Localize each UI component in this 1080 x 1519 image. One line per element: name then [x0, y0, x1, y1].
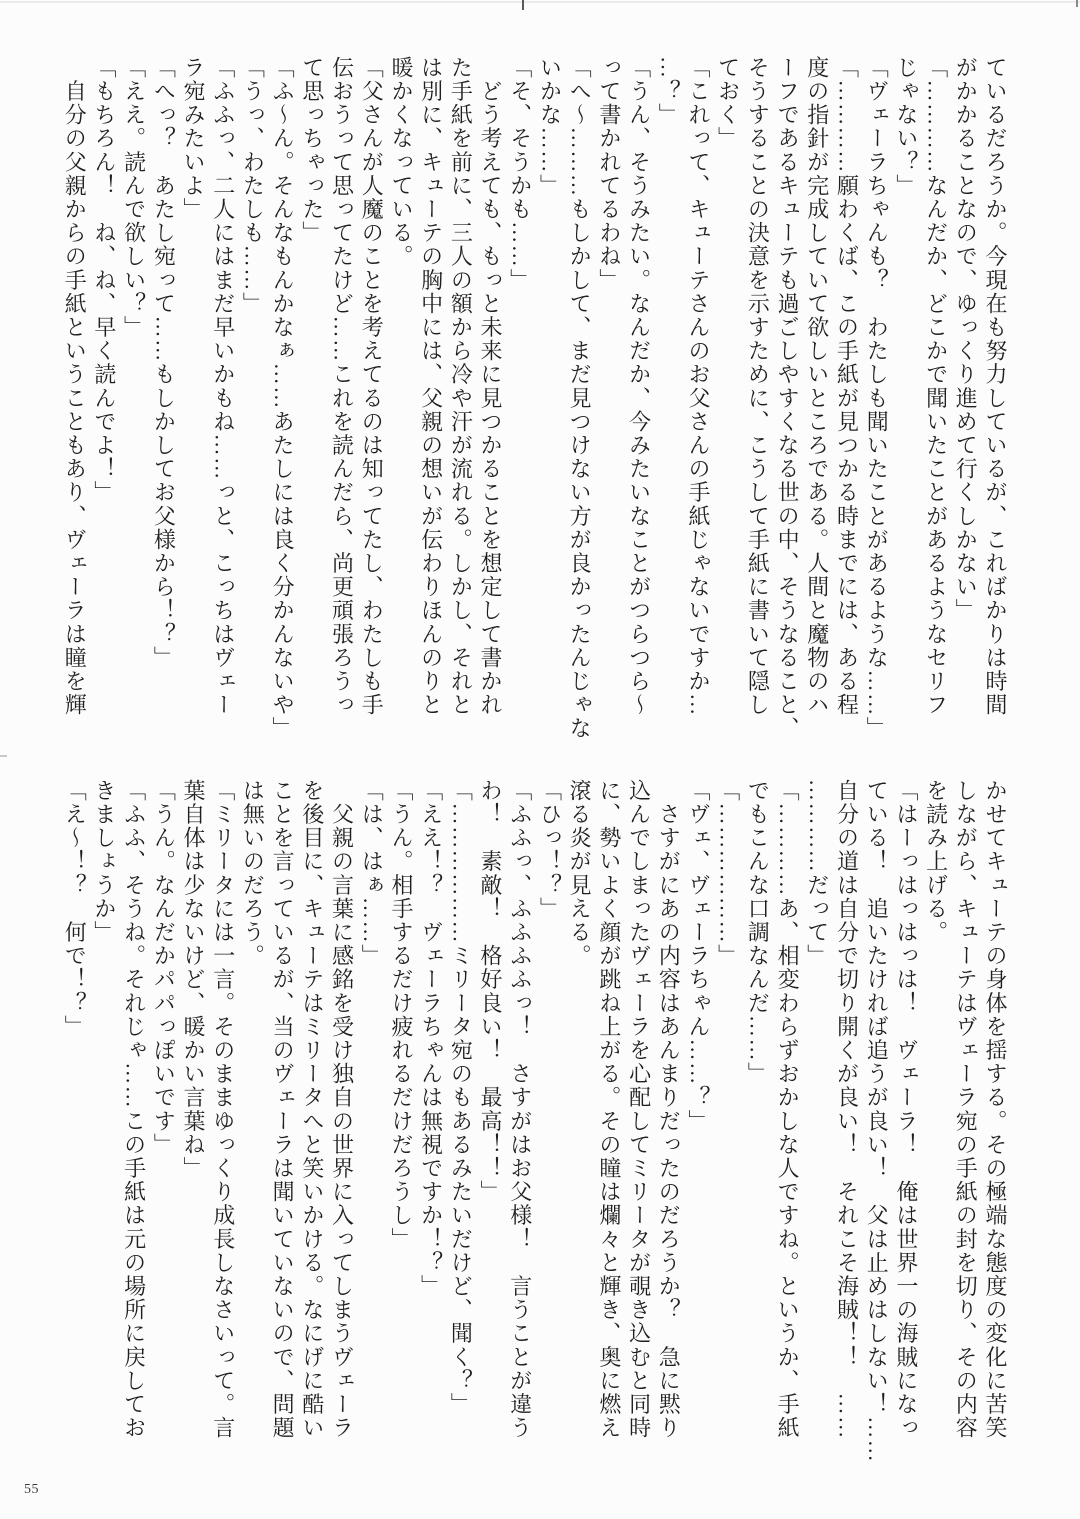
text-line: 「へっ？ あたし宛って……もしかしてお父様から！？」 — [151, 56, 177, 670]
text-line: 「ふふっ、二人にはまだ早いかもね……っと、こっちはヴェー — [210, 56, 236, 717]
scan-crop-mark-right — [1076, 0, 1078, 7]
text-line: 「…………願わくば、この手紙が見つかる時までには、ある程 — [834, 56, 860, 717]
text-line: 「ええ！？ ヴェーラちゃんは無視ですか！？」 — [418, 779, 444, 1299]
scan-edge-artifact — [0, 1, 1080, 3]
text-line: じゃない？」 — [893, 56, 919, 198]
text-line: 「ふふっ、ふふふふっ！ さすがはお父様！ 言うことが違う — [507, 779, 533, 1440]
scan-crop-mark-center — [522, 0, 524, 10]
text-line: 「は、はぁ……」 — [359, 779, 385, 968]
text-line: 父親の言葉に感銘を受け独自の世界に入ってしまうヴェーラ — [329, 779, 355, 1440]
text-line: ーフであるキューテも過ごしやすくなる世の中、そうなること、 — [775, 56, 801, 741]
text-line: 込んでしまったヴェーラを心配してミリータが覗き込むと同時 — [626, 779, 652, 1440]
text-line: でもこんな口調なんだ……」 — [745, 779, 771, 1086]
text-line: 「はーっはっはっは！ ヴェーラ！ 俺は世界一の海賊になっ — [893, 779, 919, 1440]
text-line: 度の指針が完成していて欲しいところである。人間と魔物のハ — [804, 56, 830, 717]
text-line: 「ふ〜ん。そんなもんかなぁ……あたしには良く分かんないや」 — [270, 56, 296, 741]
text-line: 「ミリータには一言。そのままゆっくり成長しなさいって。言 — [210, 779, 236, 1440]
page-number: 55 — [24, 1482, 39, 1497]
text-line: きましょうか」 — [91, 779, 117, 945]
text-line: がかかることなので、ゆっくり進めて行くしかない」 — [953, 56, 979, 623]
text-line: を後目に、キューテはミリータへと笑いかける。なにげに酷い — [299, 779, 325, 1440]
text-block-bottom — [60, 779, 1011, 1473]
text-line: 「ヴェ、ヴェーラちゃん……？」 — [685, 779, 711, 1133]
text-line: かせてキューテの身体を揺する。その極端な態度の変化に苦笑 — [983, 779, 1008, 1440]
text-line: そうすることの決意を示すために、こうして手紙に書いて隠し — [745, 56, 771, 717]
text-line: ラ宛みたいよ」 — [181, 56, 207, 222]
text-line: 暖かくなっている。 — [388, 56, 414, 269]
text-line: 「へ〜………もしかして、まだ見つけない方が良かったんじゃな — [567, 56, 593, 741]
text-line: 「…………あ、相変わらずおかしな人ですね。というか、手紙 — [775, 779, 801, 1440]
text-line: 「父さんが人魔のことを考えてるのは知ってたし、わたしも手 — [359, 56, 385, 717]
text-line: いかな……」 — [537, 56, 563, 198]
text-line: に、勢いよく顔が跳ね上がる。その瞳は爛々と輝き、奥に燃え — [596, 779, 622, 1440]
text-line: て思っちゃった」 — [299, 56, 325, 245]
text-line: を読み上げる。 — [923, 779, 949, 945]
text-line: た手紙を前に、三人の額から冷や汗が流れる。しかし、それと — [448, 56, 474, 717]
text-line: 「ええ。読んで欲しい？」 — [121, 56, 147, 340]
text-block-top — [60, 56, 1011, 750]
text-line: 「うん。相手するだけ疲れるだけだろうし」 — [388, 779, 414, 1251]
scan-edge-dash — [0, 755, 7, 757]
text-line: 「うっ、わたしも……」 — [240, 56, 266, 316]
text-line: 「ふふ、そうね。それじゃ……この手紙は元の場所に戻してお — [121, 779, 147, 1440]
text-line: 「そ、そうかも……」 — [507, 56, 533, 292]
text-line: …？」 — [656, 56, 682, 127]
text-line: 「ヴェーラちゃんも？ わたしも聞いたことがあるような……」 — [864, 56, 890, 741]
text-line: 葉自体は少ないけど、暖かい言葉ね」 — [181, 779, 207, 1181]
text-line: 「………………ミリータ宛のもあるみたいだけど、聞く？」 — [448, 779, 474, 1417]
text-line: 「…………なんだか、どこかで聞いたことがあるようなセリフ — [923, 56, 949, 717]
text-line: 自分の父親からの手紙ということもあり、ヴェーラは瞳を輝 — [62, 56, 88, 717]
text-line: ているだろうか。今現在も努力しているが、こればかりは時間 — [983, 56, 1008, 717]
text-line: 自分の道は自分で切り開くが良い！ それこそ海賊！！ …… — [834, 779, 860, 1440]
text-line: は無いのだろう。 — [240, 779, 266, 968]
text-line: って書かれてるわね」 — [596, 56, 622, 292]
text-line: …………だって」 — [804, 779, 830, 968]
text-line: ておく」 — [715, 56, 741, 151]
text-line: 「うん。なんだかパパっぽいです」 — [151, 779, 177, 1157]
text-line: 「………………」 — [715, 779, 741, 968]
text-line: 「うん、そうみたい。なんだか、今みたいなことがつらつら〜 — [626, 56, 652, 717]
text-line: ている！ 追いたければ追うが良い！ 父は止めはしない！…… — [864, 779, 890, 1464]
text-line: 「もちろん！ ね、ね、早く読んでよ！」 — [91, 56, 117, 505]
text-line: 伝おうって思ってたけど……これを読んだら、尚更頑張ろうっ — [329, 56, 355, 717]
text-line: 「これって、キューテさんのお父さんの手紙じゃないですか… — [685, 56, 711, 717]
text-line: は別に、キューテの胸中には、父親の想いが伝わりほんのりと — [418, 56, 444, 717]
text-line: しながら、キューテはヴェーラ宛の手紙の封を切り、その内容 — [953, 779, 979, 1440]
text-line: どう考えても、もっと未来に見つかることを想定して書かれ — [478, 56, 504, 717]
text-line: さすがにあの内容はあんまりだったのだろうか？ 急に黙り — [656, 779, 682, 1440]
text-line: 「え〜！？ 何で！？」 — [62, 779, 88, 1039]
text-line: ことを言っているが、当のヴェーラは聞いていないので、問題 — [270, 779, 296, 1440]
text-line: 滾る炎が見える。 — [567, 779, 593, 968]
text-line: 「ひっ！？」 — [537, 779, 563, 921]
text-line: わ！ 素敵！ 格好良い！ 最高！！」 — [478, 779, 504, 1204]
